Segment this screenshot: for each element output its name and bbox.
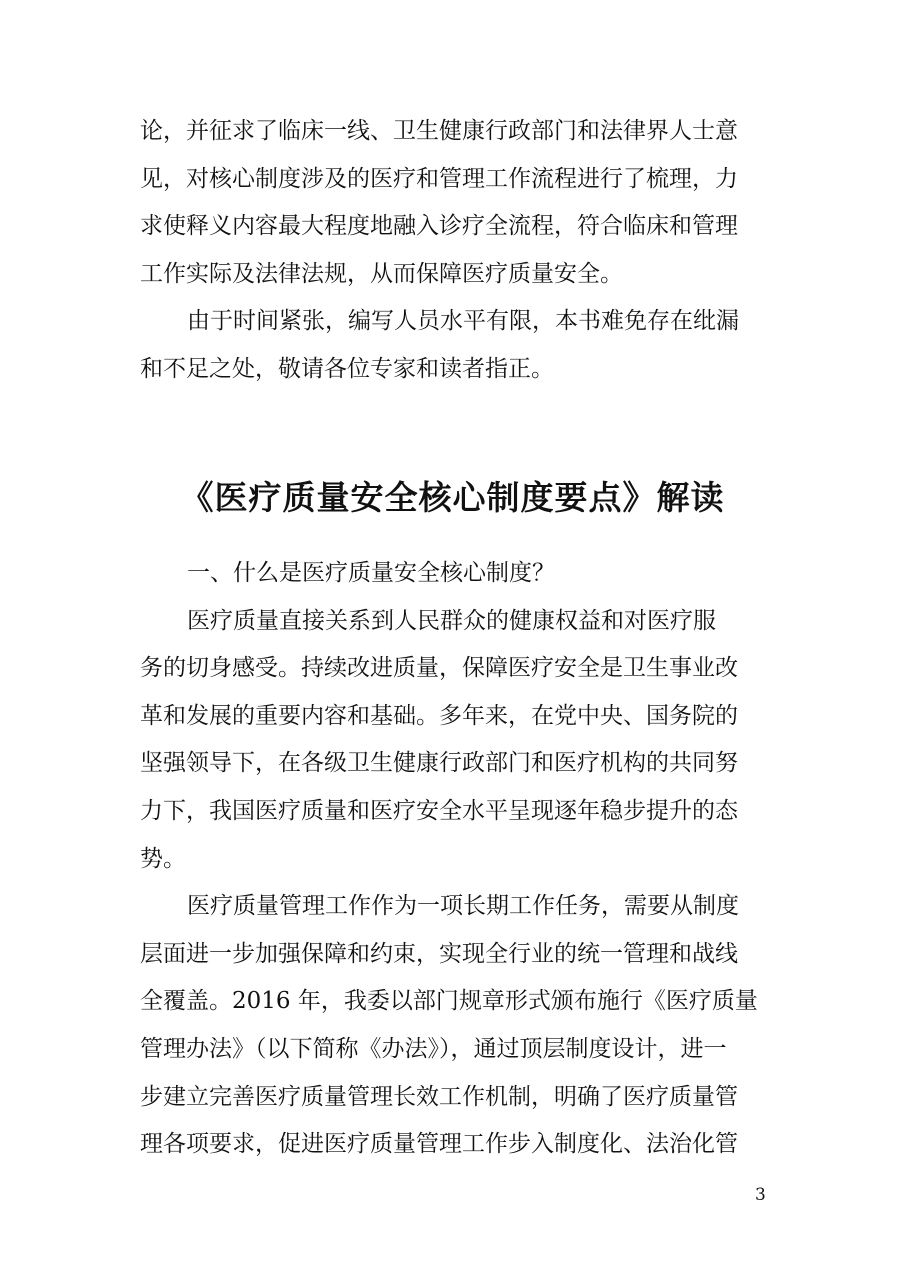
text-line: 坚强领导下，在各级卫生健康行政部门和医疗机构的共同努 <box>140 750 738 777</box>
text-line: 和不足之处，敬请各位专家和读者指正。 <box>140 355 554 382</box>
text-line: 医疗质量管理工作作为一项长期工作任务，需要从制度 <box>187 893 739 920</box>
text-line: 理各项要求，促进医疗质量管理工作步入制度化、法治化管 <box>140 1131 738 1158</box>
section-body <box>140 550 780 1169</box>
text-line: 管理办法》（以下简称《办法》），通过顶层制度设计，进一 <box>140 1035 727 1062</box>
text-line: 革和发展的重要内容和基础。多年来，在党中央、国务院的 <box>140 702 738 729</box>
page-number: 3 <box>755 1185 766 1205</box>
text-line: 势。 <box>140 845 186 872</box>
text-line: 务的切身感受。持续改进质量，保障医疗安全是卫生事业改 <box>140 655 738 682</box>
subsection-title: 一、什么是医疗质量安全核心制度？ <box>187 560 555 586</box>
section-heading: 《医疗质量安全核心制度要点》解读 <box>180 478 725 517</box>
text-line: 见，对核心制度涉及的医疗和管理工作流程进行了梳理，力 <box>140 165 738 192</box>
text-line: 由于时间紧张，编写人员水平有限，本书难免存在纰漏 <box>187 308 739 334</box>
text-line: 医疗质量直接关系到人民群众的健康权益和对医疗服 <box>187 607 716 634</box>
paragraph-continuation <box>140 108 780 298</box>
paragraph-closing-note <box>140 298 780 393</box>
text-line: 论，并征求了临床一线、卫生健康行政部门和法律界人士意 <box>140 118 738 144</box>
text-line: 全覆盖。2016 年，我委以部门规章形式颁布施行《医疗质量 <box>140 988 758 1015</box>
text-line: 求使释义内容最大程度地融入诊疗全流程，符合临床和管理 <box>140 213 738 240</box>
text-line: 层面进一步加强保障和约束，实现全行业的统一管理和战线 <box>140 940 738 967</box>
text-line: 步建立完善医疗质量管理长效工作机制，明确了医疗质量管 <box>140 1083 738 1110</box>
text-line: 力下，我国医疗质量和医疗安全水平呈现逐年稳步提升的态 <box>140 797 738 824</box>
text-line: 工作实际及法律法规，从而保障医疗质量安全。 <box>140 260 623 287</box>
